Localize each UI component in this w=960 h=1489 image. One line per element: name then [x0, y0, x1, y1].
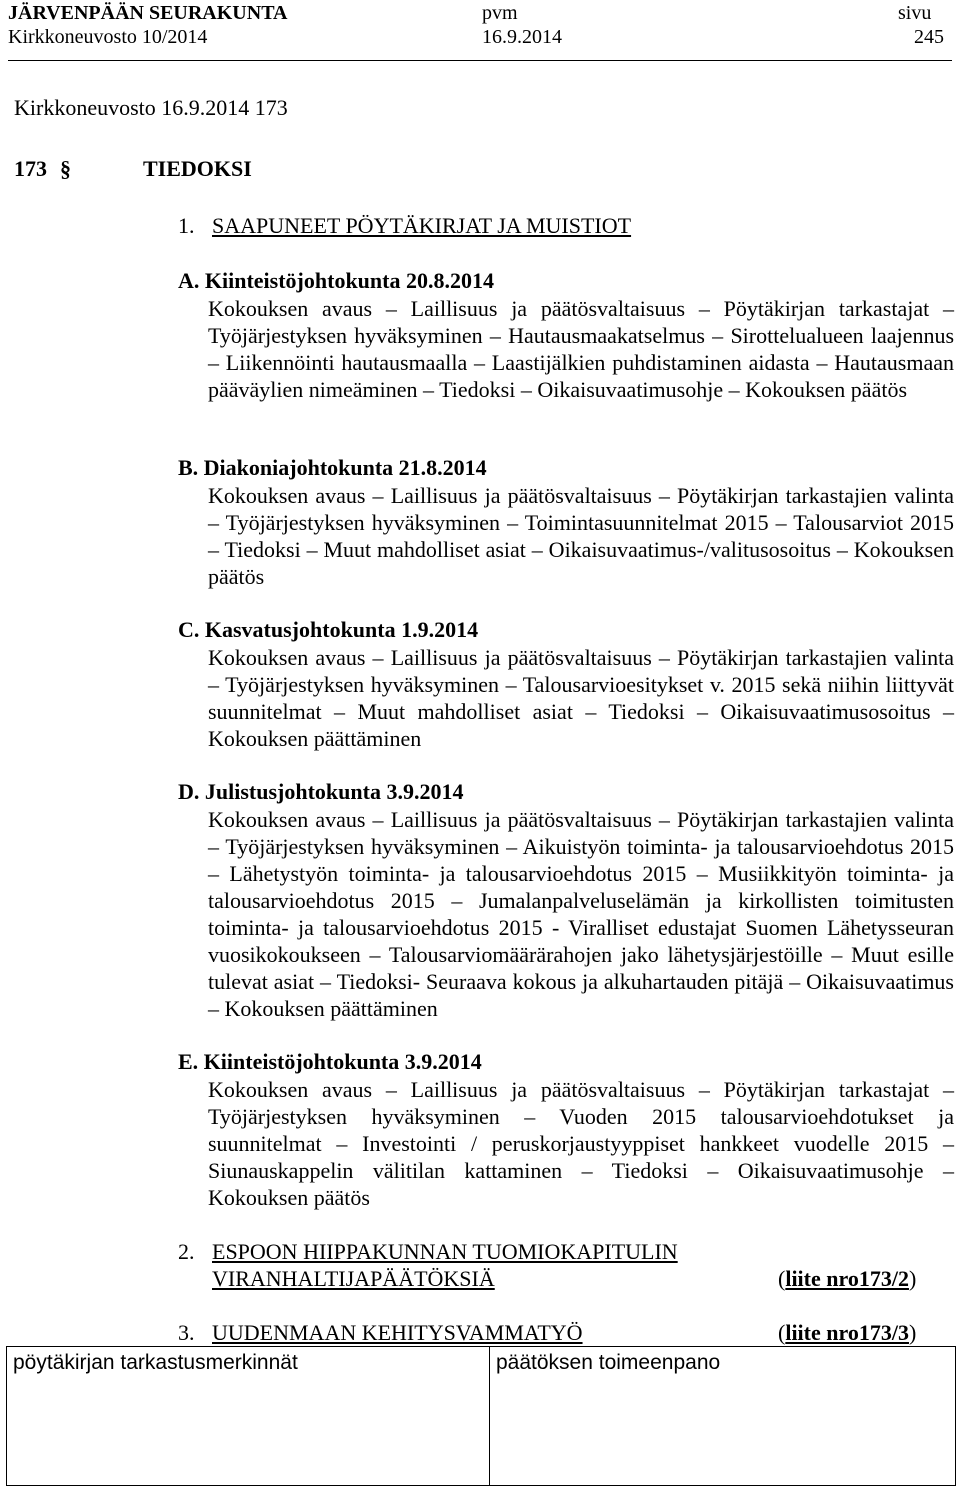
footer-review-label: pöytäkirjan tarkastusmerkinnät: [13, 1351, 298, 1374]
item-1: [178, 212, 632, 239]
subitem-b-text: Kokouksen avaus – Laillisuus ja päätösvaltaisuus – Pöytäkirjan tarkastajien valinta – Työjärjestyksen hyväksyminen – Toimintasuunnitelmat 2015 – Talousarviot 2015 – Tiedoksi – Muut mahdolliset asiat – Oikaisuvaatimus-/valitusosoitus – Kokouksen päätös: [208, 483, 954, 589]
section-mark: §: [60, 156, 71, 181]
meeting-line: Kirkkoneuvosto 16.9.2014 173: [14, 95, 288, 120]
footer-execution-cell: [490, 1347, 955, 1485]
item-2-number: 2.: [178, 1239, 195, 1264]
item-2-title-line1: ESPOON HIIPPAKUNNAN TUOMIOKAPITULIN: [212, 1239, 678, 1264]
item-3: [178, 1319, 958, 1346]
item-1-title: SAAPUNEET PÖYTÄKIRJAT JA MUISTIOT: [212, 213, 632, 238]
subitem-c-text: Kokouksen avaus – Laillisuus ja päätösvaltaisuus – Pöytäkirjan tarkastajien valinta – Työjärjestyksen hyväksyminen – Talousarvioesitykset v. 2015 sekä niihin liittyvät suunnitelmat – Muut mahdolliset asiat – Tiedoksi – Oikaisuvaatimusosoitus – Kokouksen päättäminen: [208, 645, 954, 751]
footer-review-cell: [7, 1347, 490, 1485]
meeting-date: 16.9.2014: [482, 26, 562, 48]
item-3-title: UUDENMAAN KEHITYSVAMMATYÖ: [212, 1320, 583, 1345]
org-name: JÄRVENPÄÄN SEURAKUNTA: [8, 2, 288, 24]
item-3-attachment-ref[interactable]: liite nro173/3: [785, 1320, 909, 1345]
date-label: pvm: [482, 2, 518, 24]
subitem-d-text: Kokouksen avaus – Laillisuus ja päätösvaltaisuus – Pöytäkirjan tarkastajien valinta – Työjärjestyksen hyväksyminen – Aikuistyön toiminta- ja talousarvioehdotus 2015 – Lähetystyön toiminta- ja talousarvioehdotus 2015 – Musiikkityön toiminta- ja talousarvioehdotus 2015 – Jumalanpalveluselämän ja kirkollisten toimitusten toiminta- ja talousarvioehdotus 2015 - Viralliset edustajat Suomen Lähetysseuran vuosikokoukseen – Talousarviomäärärahojen jako lähetysjärjestöille – Muut esille tulevat asiat – Tiedoksi- Seuraava kokous ja alkuhartauden pitäjä – Oikaisuvaatimus – Kokouksen päättäminen: [208, 807, 954, 1021]
subitem-c-heading: C. Kasvatusjohtokunta 1.9.2014: [178, 617, 479, 642]
section-number: 173: [14, 156, 47, 181]
footer-execution-label: päätöksen toimeenpano: [496, 1351, 721, 1374]
subitem-a-heading: A. Kiinteistöjohtokunta 20.8.2014: [178, 268, 494, 293]
section-title: TIEDOKSI: [143, 156, 252, 181]
subitem-e-text: Kokouksen avaus – Laillisuus ja päätösvaltaisuus – Pöytäkirjan tarkastajat – Työjärjestyksen hyväksyminen – Vuoden 2015 talousarvioehdotukset ja suunnitelmat – Investointi / peruskorjaustyyppiset hankkeet vuodelle 2015 – Siunauskappelin välitilan kattaminen – Tiedoksi – Oikaisuvaatimusohje – Kokouksen päätös: [208, 1077, 954, 1210]
subitem-a-text: Kokouksen avaus – Laillisuus ja päätösvaltaisuus – Pöytäkirjan tarkastajat – Työjärjestyksen hyväksyminen – Hautausmaakatselmus – Sirottelualueen laajennus – Liikennöinti hautausmaalla – Laastijälkien puhdistaminen aidasta – Hautausmaan pääväylien nimeäminen – Tiedoksi – Oikaisuvaatimusohje – Kokouksen päätös: [208, 296, 954, 402]
subitem-e-heading: E. Kiinteistöjohtokunta 3.9.2014: [178, 1049, 482, 1074]
page-number: 245: [914, 26, 944, 48]
item-2: [178, 1238, 678, 1265]
footer-box: [6, 1346, 956, 1486]
item-2-attachment-ref[interactable]: liite nro173/2: [785, 1266, 909, 1291]
item-3-number: 3.: [178, 1320, 195, 1345]
item-1-number: 1.: [178, 213, 195, 238]
subitem-b-heading: B. Diakoniajohtokunta 21.8.2014: [178, 455, 487, 480]
item-3-attachment: (liite nro173/3): [778, 1320, 917, 1345]
header-divider: [8, 60, 952, 61]
meeting-id: Kirkkoneuvosto 10/2014: [8, 26, 208, 48]
item-2-attachment: (liite nro173/2): [778, 1266, 917, 1291]
page-label: sivu: [898, 2, 932, 24]
item-2-title-line2: VIRANHALTIJAPÄÄTÖKSIÄ: [212, 1266, 495, 1291]
subitem-d-heading: D. Julistusjohtokunta 3.9.2014: [178, 779, 464, 804]
